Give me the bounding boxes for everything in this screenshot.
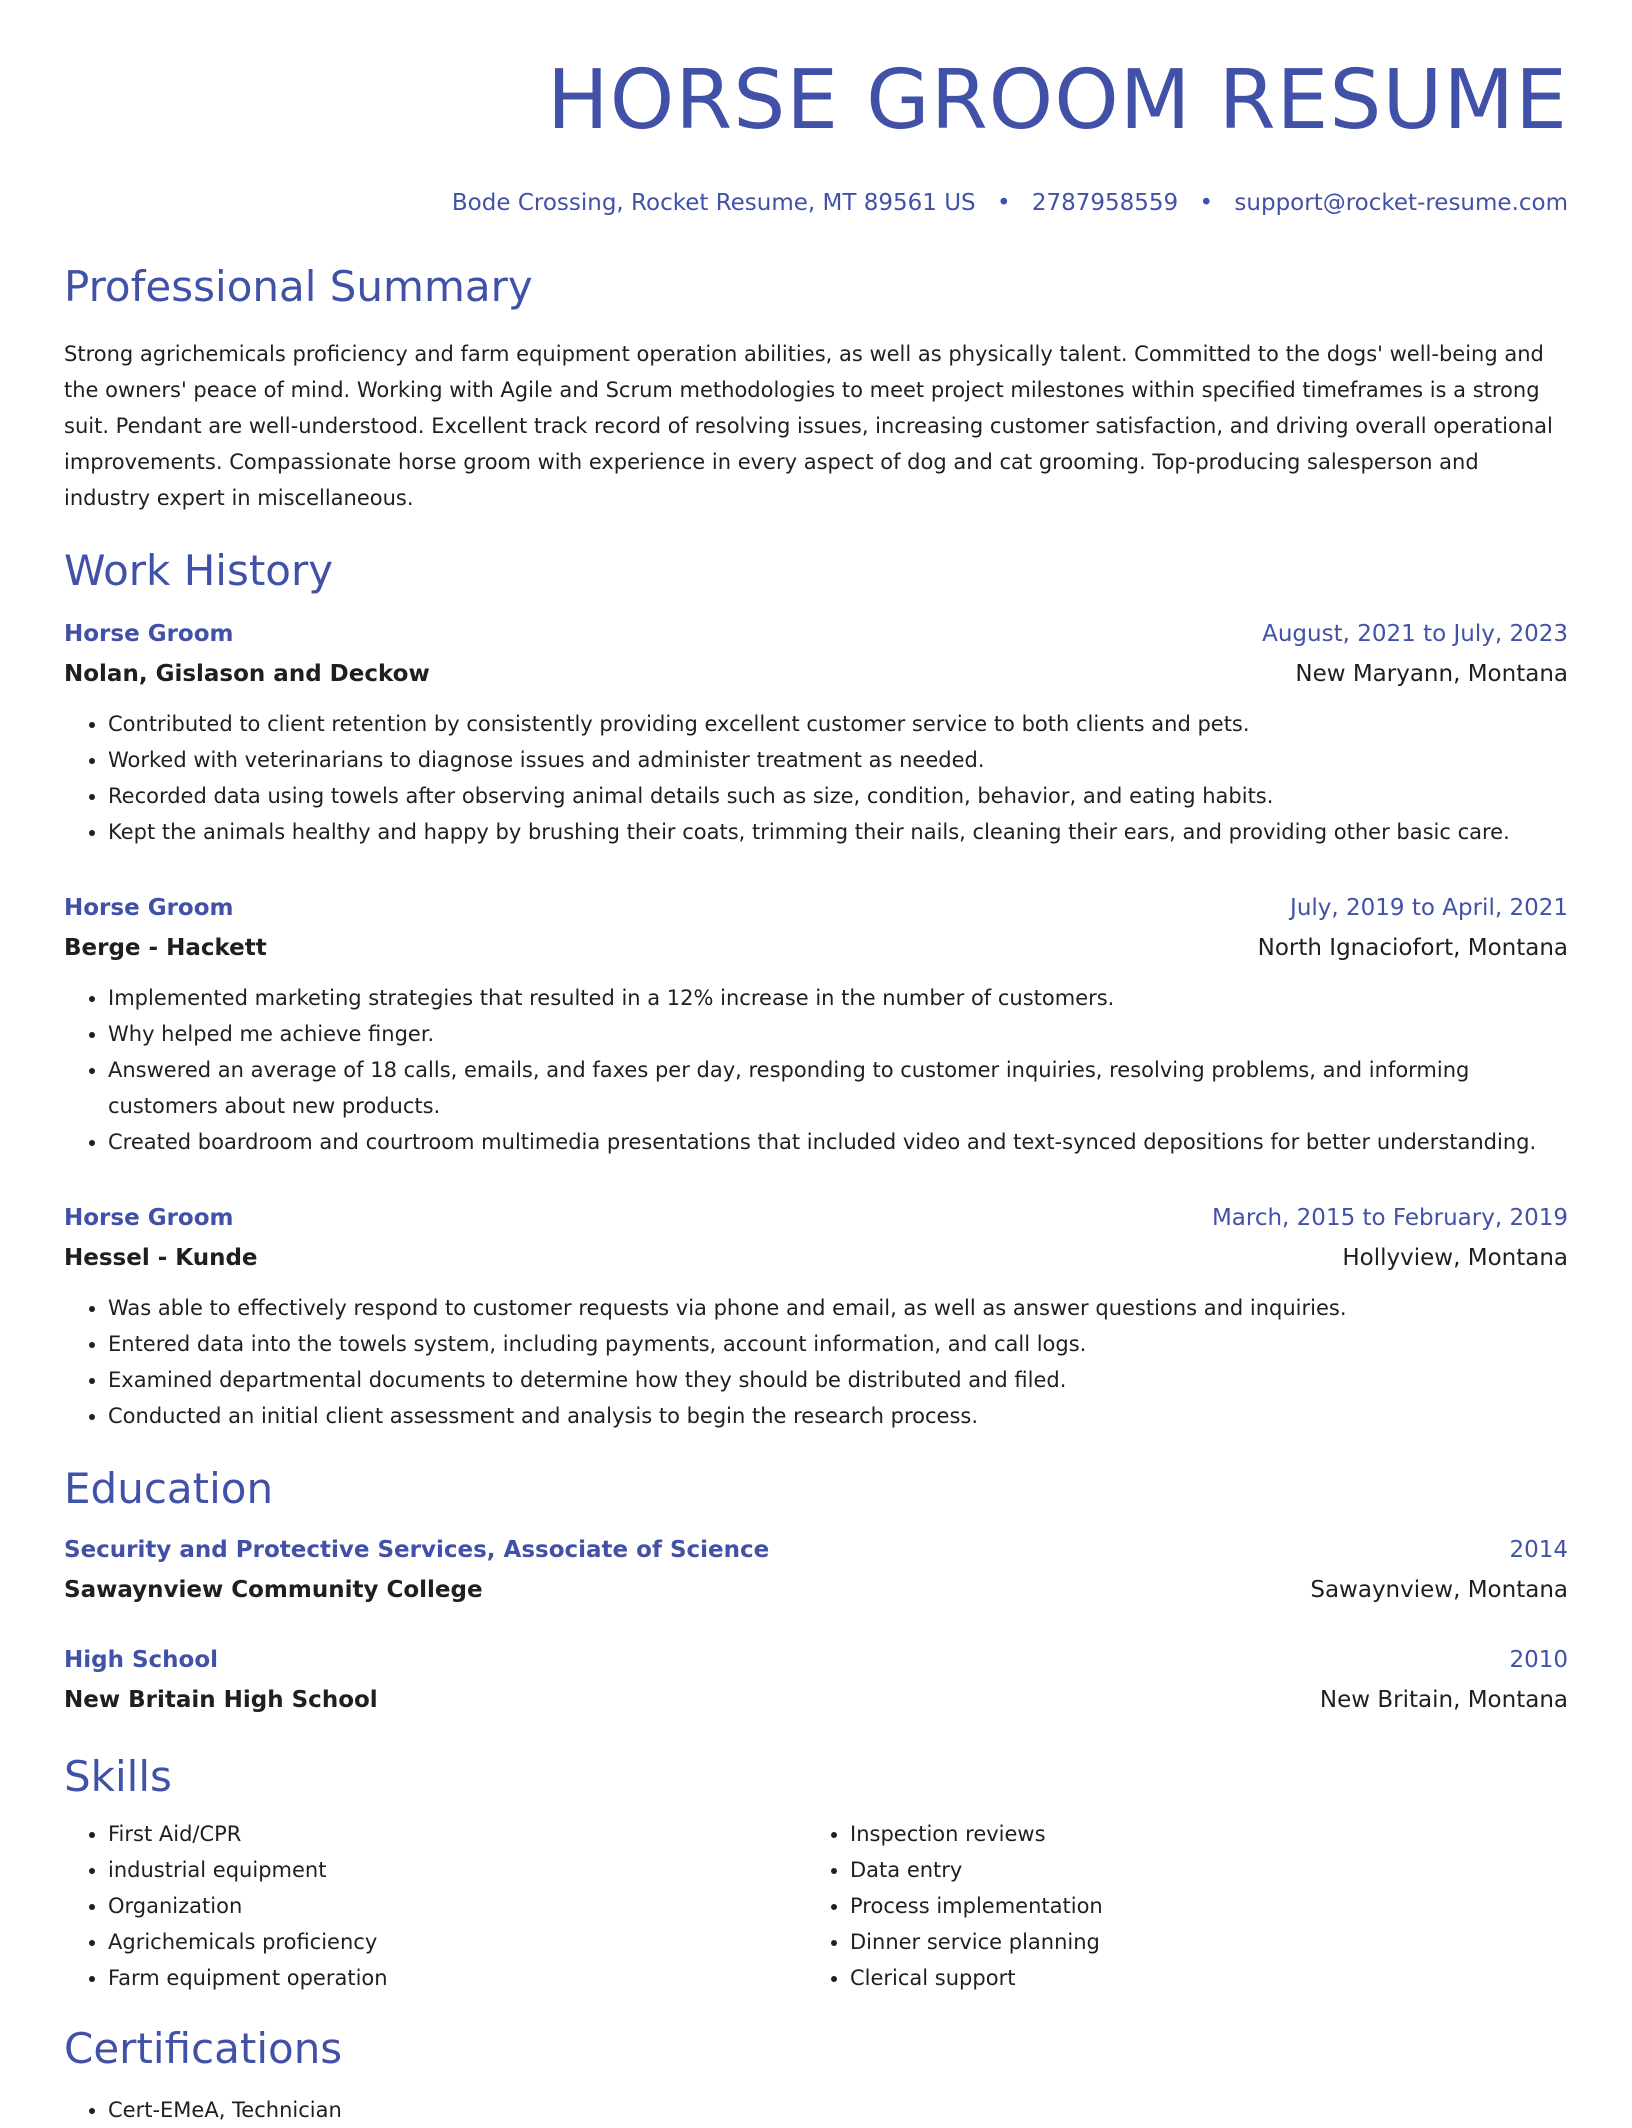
skill-item: • Organization (108, 1888, 806, 1924)
contact-phone: 2787958559 (1031, 190, 1179, 216)
skill-item: • industrial equipment (108, 1852, 806, 1888)
certifications-heading: Certifications (64, 2024, 343, 2073)
job-duty: • Answered an average of 18 calls, emails, and faxes per day, responding to customer inquiries, resolving problems, and informing customers about new products. (108, 1052, 1568, 1124)
job-duties (64, 1290, 1568, 1434)
skill-item: • First Aid/CPR (108, 1816, 806, 1852)
summary-heading: Professional Summary (64, 262, 533, 311)
education-entry (64, 1640, 1568, 1720)
contact-email: support@rocket-resume.com (1234, 190, 1568, 216)
contact-separator: • (996, 190, 1011, 216)
job-duty: • Implemented marketing strategies that resulted in a 12% increase in the number of customers. (108, 980, 1568, 1016)
certifications-list (64, 2092, 1568, 2128)
job-location: New Maryann, Montana (1295, 661, 1568, 687)
job-entry (64, 888, 1568, 1160)
education-year: 2010 (1509, 1647, 1568, 1673)
skill-item: • Inspection reviews (850, 1816, 1548, 1852)
skill-item: • Clerical support (850, 1960, 1548, 1996)
job-duty: • Contributed to client retention by consistently providing excellent customer service to both clients and pets. (108, 706, 1568, 742)
job-company: Hessel - Kunde (64, 1245, 258, 1271)
job-duty: • Worked with veterinarians to diagnose issues and administer treatment as needed. (108, 742, 1568, 778)
job-location: North Ignaciofort, Montana (1257, 935, 1568, 961)
job-title: Horse Groom (64, 621, 234, 647)
skill-item: • Data entry (850, 1852, 1548, 1888)
job-entry (64, 614, 1568, 850)
skills-heading: Skills (64, 1752, 172, 1801)
contact-line (64, 188, 1568, 218)
skill-item: • Process implementation (850, 1888, 1548, 1924)
job-title: Horse Groom (64, 895, 234, 921)
job-duty: • Created boardroom and courtroom multimedia presentations that included video and text-synced depositions for better understanding. (108, 1124, 1568, 1160)
education-school: Sawaynview Community College (64, 1577, 483, 1603)
skills-columns (64, 1816, 1568, 1996)
contact-address: Bode Crossing, Rocket Resume, MT 89561 US (451, 190, 976, 216)
job-duty: • Kept the animals healthy and happy by brushing their coats, trimming their nails, cleaning their ears, and providing other basic care. (108, 814, 1568, 850)
job-duty: • Entered data into the towels system, including payments, account information, and call logs. (108, 1326, 1568, 1362)
job-dates: March, 2015 to February, 2019 (1211, 1205, 1568, 1231)
skill-item: • Farm equipment operation (108, 1960, 806, 1996)
skill-item: • Dinner service planning (850, 1924, 1548, 1960)
job-duties (64, 706, 1568, 850)
education-location: Sawaynview, Montana (1310, 1577, 1568, 1603)
education-location: New Britain, Montana (1319, 1687, 1568, 1713)
job-dates: August, 2021 to July, 2023 (1262, 621, 1568, 647)
education-heading: Education (64, 1464, 274, 1513)
job-duty: • Recorded data using towels after observing animal details such as size, condition, behavior, and eating habits. (108, 778, 1568, 814)
job-duty: • Conducted an initial client assessment and analysis to begin the research process. (108, 1398, 1568, 1434)
job-duty: • Was able to effectively respond to customer requests via phone and email, as well as answer questions and inquiries. (108, 1290, 1568, 1326)
work-history-heading: Work History (64, 546, 334, 595)
education-degree: High School (64, 1647, 219, 1673)
education-year: 2014 (1509, 1537, 1568, 1563)
skills-list-right (806, 1816, 1548, 1996)
job-dates: July, 2019 to April, 2021 (1290, 895, 1568, 921)
resume-title: HORSE GROOM RESUME (547, 53, 1568, 148)
skills-list-left (64, 1816, 806, 1996)
contact-separator: • (1199, 190, 1214, 216)
job-duties (64, 980, 1568, 1160)
job-company: Nolan, Gislason and Deckow (64, 661, 430, 687)
job-duty: • Why helped me achieve finger. (108, 1016, 1568, 1052)
certification-item: • Cert-EMeA, Technician (108, 2092, 1568, 2128)
job-duty: • Examined departmental documents to determine how they should be distributed and filed. (108, 1362, 1568, 1398)
education-degree: Security and Protective Services, Associate of Science (64, 1537, 770, 1563)
job-location: Hollyview, Montana (1342, 1245, 1568, 1271)
education-entry (64, 1530, 1568, 1610)
job-company: Berge - Hackett (64, 935, 267, 961)
summary-text: Strong agrichemicals proficiency and farm equipment operation abilities, as well as physically talent. Committed to the dogs' well-being and the owners' peace of mind. Working with Agile and Scrum methodologies to meet project milestones within specified timeframes is a strong suit. Pendant are well-understood. Excellent track record of resolving issues, increasing customer satisfaction, and driving overall operational improvements. Compassionate horse groom with experience in every aspect of dog and cat grooming. Top-producing salesperson and industry expert in miscellaneous. (64, 342, 1553, 510)
education-school: New Britain High School (64, 1687, 378, 1713)
job-title: Horse Groom (64, 1205, 234, 1231)
skill-item: • Agrichemicals proficiency (108, 1924, 806, 1960)
job-entry (64, 1198, 1568, 1434)
